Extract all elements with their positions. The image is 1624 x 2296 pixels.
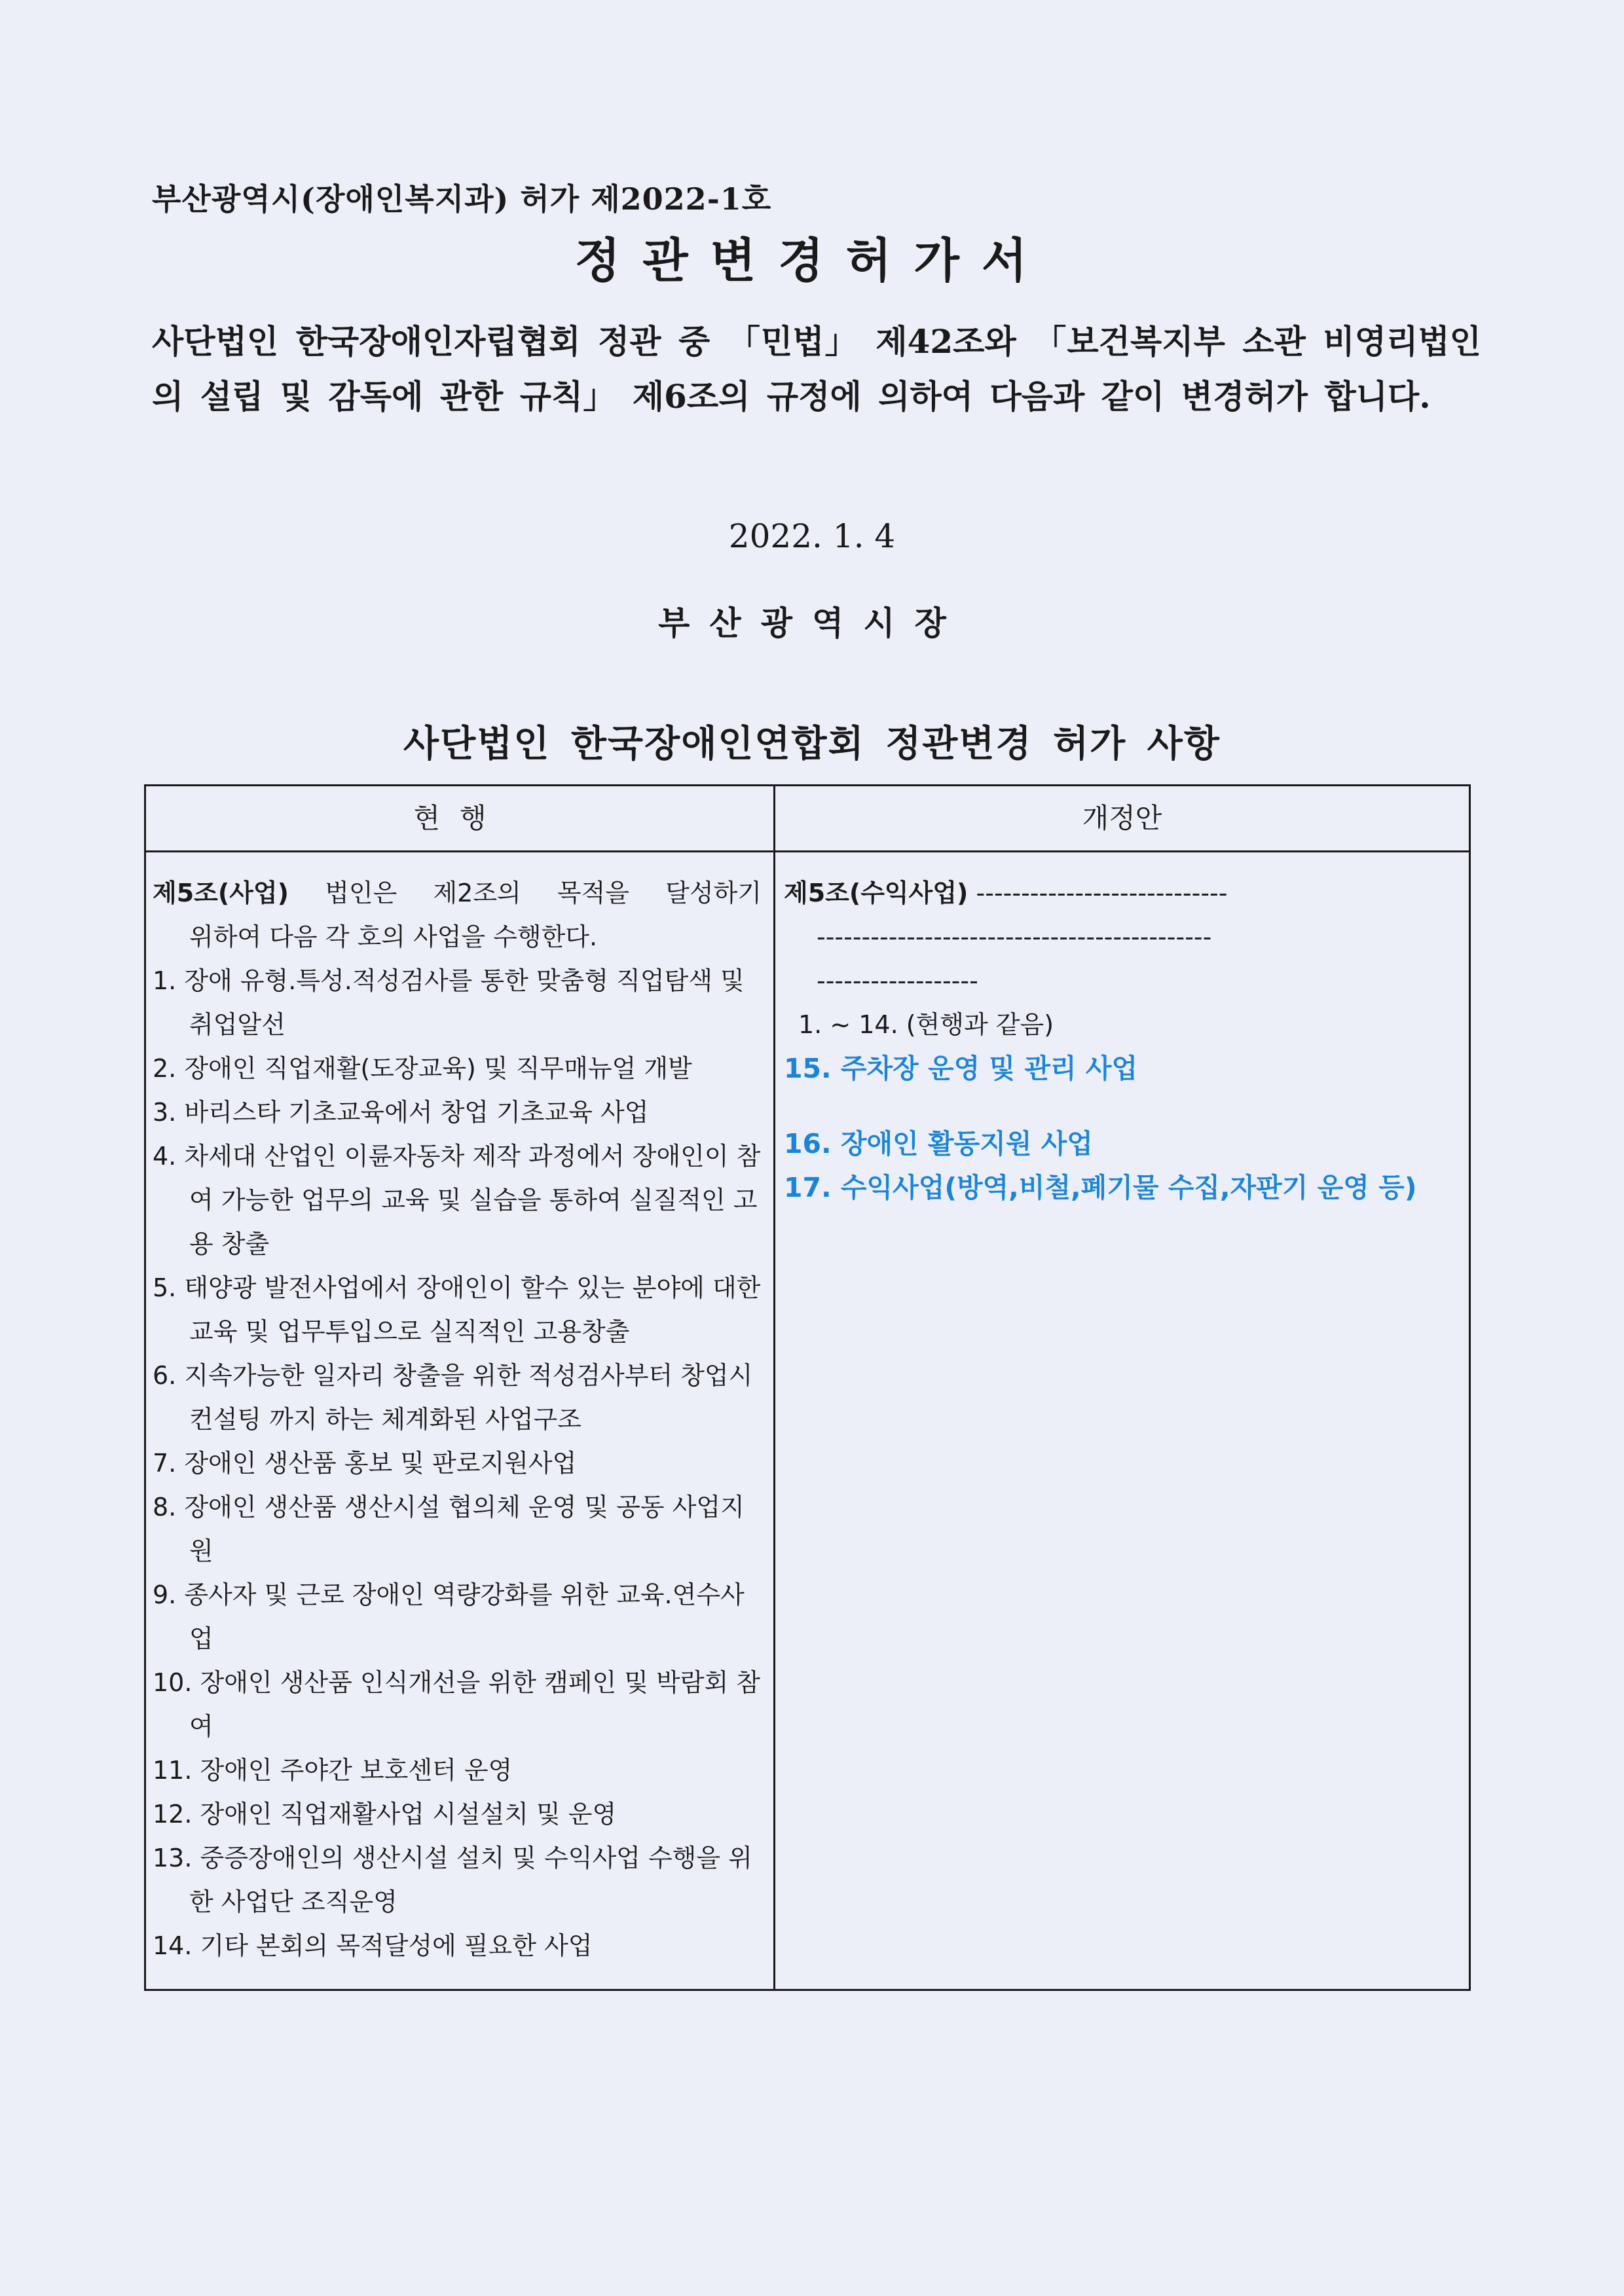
table-header-row bbox=[146, 786, 1469, 852]
dash-line: ------------------ bbox=[817, 966, 978, 995]
current-article-head: 제5조(사업) bbox=[153, 879, 289, 907]
list-item: 2. 장애인 직업재활(도장교육) 및 직무매뉴얼 개발 bbox=[153, 1054, 692, 1083]
list-item: 6. 지속가능한 일자리 창출을 위한 적성검사부터 창업시 컨설팅 까지 하는 체계화된 사업구조 bbox=[153, 1361, 753, 1434]
list-item: 3. 바리스타 기초교육에서 창업 기초교육 사업 bbox=[153, 1098, 649, 1127]
amended-provision-cell bbox=[784, 871, 1465, 1210]
list-item: 14. 기타 본회의 목적달성에 필요한 사업 bbox=[153, 1931, 593, 1960]
intro-paragraph: 사단법인 한국장애인자립협회 정관 중 「민법」 제42조와 「보건복지부 소관 비영리법인의 설립 및 감독에 관한 규칙」 제6조의 규정에 의하여 다음과 같이 변경허가 합니다. bbox=[152, 322, 1481, 416]
issuer: 부산광역시장 bbox=[658, 604, 966, 642]
current-article-text-cont: 위하여 다음 각 호의 사업을 수행한다. bbox=[189, 922, 598, 951]
list-item: 11. 장애인 주야간 보호센터 운영 bbox=[153, 1756, 513, 1785]
dash-line: -------------------------------------------- bbox=[817, 922, 1212, 951]
amended-article-line bbox=[784, 871, 1465, 915]
current-article-line bbox=[153, 871, 762, 915]
permit-number: 부산광역시(장애인복지과) 허가 제2022-1호 bbox=[152, 181, 772, 217]
header-amended: 개정안 bbox=[1082, 802, 1162, 834]
document-title: 정관변경허가서 bbox=[574, 232, 1050, 288]
current-provision-cell bbox=[153, 871, 762, 1968]
list-item: 10. 장애인 생산품 인식개선을 위한 캠페인 및 박람회 참여 bbox=[153, 1668, 760, 1741]
new-item: 16. 장애인 활동지원 사업 bbox=[784, 1128, 1093, 1159]
list-item: 13. 중증장애인의 생산시설 설치 및 수익사업 수행을 위한 사업단 조직운영 bbox=[153, 1844, 752, 1916]
new-item: 15. 주차장 운영 및 관리 사업 bbox=[784, 1053, 1138, 1084]
amendment-table bbox=[144, 784, 1471, 1991]
same-as-current-note: 1. ~ 14. (현행과 같음) bbox=[798, 1010, 1054, 1039]
amended-article-head: 제5조(수익사업) bbox=[784, 879, 969, 907]
list-item: 7. 장애인 생산품 홍보 및 판로지원사업 bbox=[153, 1449, 577, 1478]
list-item: 5. 태양광 발전사업에서 장애인이 할수 있는 분야에 대한 교육 및 업무투입으로 실직적인 고용창출 bbox=[153, 1273, 761, 1346]
new-item: 17. 수익사업(방역,비철,폐기물 수집,자판기 운영 등) bbox=[784, 1172, 1417, 1203]
header-current: 현행 bbox=[413, 802, 506, 834]
table-title: 사단법인 한국장애인연합회 정관변경 허가 사항 bbox=[403, 722, 1221, 765]
list-item: 8. 장애인 생산품 생산시설 협의체 운영 및 공동 사업지원 bbox=[153, 1493, 745, 1565]
list-item: 1. 장애 유형.특성.적성검사를 통한 맞춤형 직업탐색 및 취업알선 bbox=[153, 966, 745, 1039]
current-article-text: 법인은 제2조의 목적을 달성하기 bbox=[325, 879, 762, 907]
dash-line: ---------------------------- bbox=[976, 879, 1228, 907]
spacer bbox=[784, 1091, 1465, 1122]
list-item: 12. 장애인 직업재활사업 시설설치 및 운영 bbox=[153, 1800, 617, 1829]
issue-date: 2022. 1. 4 bbox=[728, 517, 896, 555]
list-item: 9. 종사자 및 근로 장애인 역량강화를 위한 교육.연수사업 bbox=[153, 1580, 745, 1653]
column-divider bbox=[773, 786, 775, 1989]
list-item: 4. 차세대 산업인 이륜자동차 제작 과정에서 장애인이 참여 가능한 업무의 교육 및 실습을 통하여 실질적인 고용 창출 bbox=[153, 1142, 761, 1258]
